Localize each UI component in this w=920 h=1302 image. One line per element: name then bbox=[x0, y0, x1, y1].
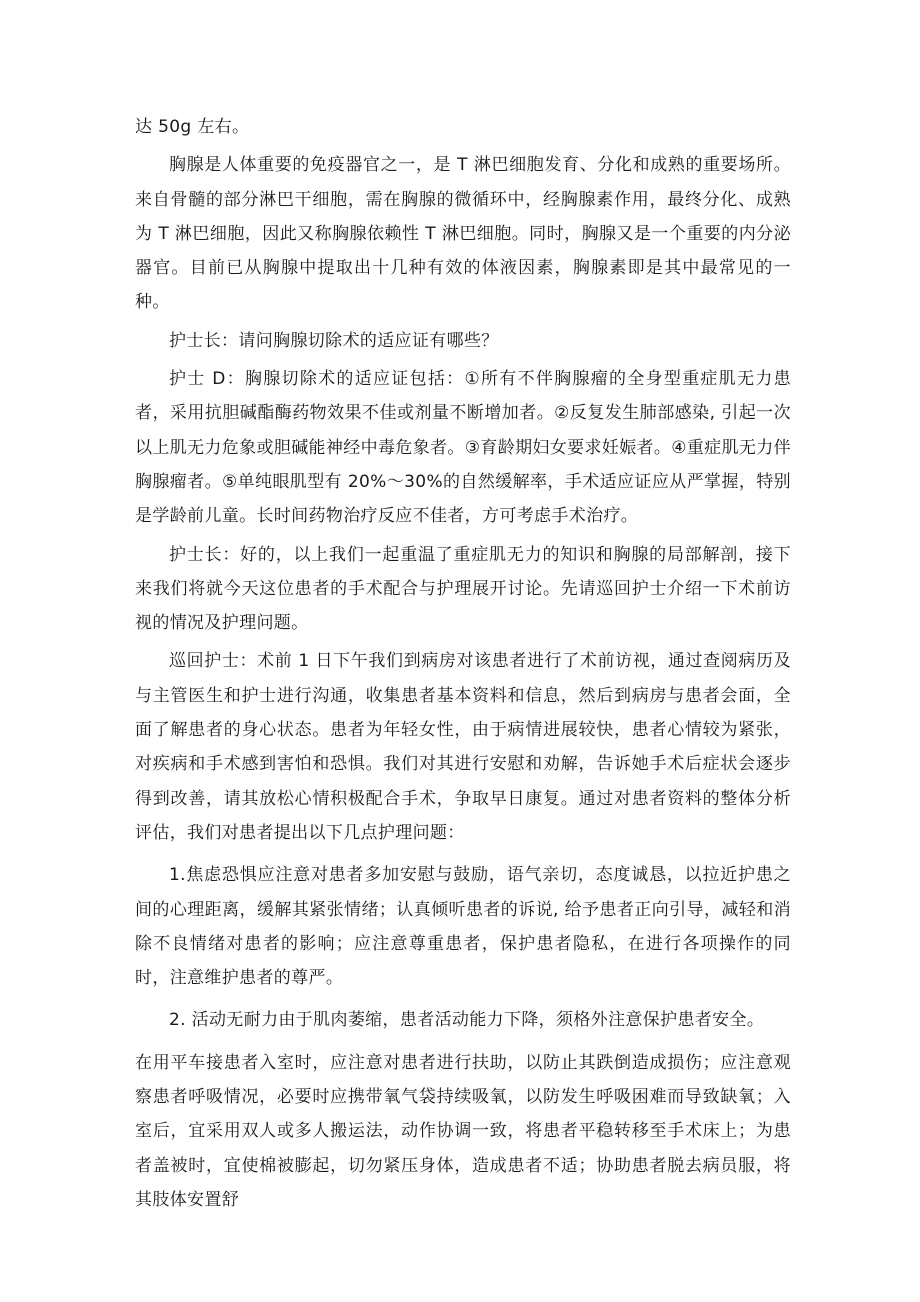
document-page bbox=[135, 110, 791, 1217]
paragraph-head-nurse-question: 护士长：请问胸腺切除术的适应证有哪些？ bbox=[169, 330, 499, 351]
paragraph-nursing-problem-2: 2. 活动无耐力由于肌肉萎缩，患者活动能力下降，须格外注意保护患者安全。 bbox=[169, 1010, 765, 1031]
paragraph-thymus-intro: 胸腺是人体重要的免疫器官之一，是 T 淋巴细胞发育、分化和成熟的重要场所。来自骨髓的部分淋巴干细胞，需在胸腺的微循环中，经胸腺素作用，最终分化、成熟为 T 淋巴细胞，因此又称胸腺依赖性 T 淋巴细胞。同时，胸腺又是一个重要的内分泌器官。目前已从胸腺中提取出十几种有效的体液因素，胸腺素即是其中最常见的一种。 bbox=[135, 155, 791, 313]
paragraph-nursing-problem-1: 1.焦虑恐惧应注意对患者多加安慰与鼓励，语气亲切，态度诚恳，以拉近护患之间的心理距离，缓解其紧张情绪；认真倾听患者的诉说, 给予患者正向引导，减轻和消除不良情绪对患者的影响；应注意尊重患者，保护患者隐私，在进行各项操作的同时，注意维护患者的尊严。 bbox=[135, 865, 791, 989]
paragraph-weight: 达 50g 左右。 bbox=[135, 117, 250, 137]
paragraph-head-nurse-transition: 护士长：好的，以上我们一起重温了重症肌无力的知识和胸腺的局部解剖，接下来我们将就今天这位患者的手术配合与护理展开讨论。先请巡回护士介绍一下术前访视的情况及护理问题。 bbox=[135, 544, 791, 634]
paragraph-nurse-d-answer: 护士 D：胸腺切除术的适应证包括：①所有不伴胸腺瘤的全身型重症肌无力患者，采用抗胆碱酯酶药物效果不佳或剂量不断增加者。②反复发生肺部感染, 引起一次以上肌无力危象或胆碱能神经中毒危象者。③育龄期妇女要求妊娠者。④重症肌无力伴胸腺瘤者。⑤单纯眼肌型有 20%～30%的自然缓解率，手术适应证应从严掌握，特别是学龄前儿童。长时间药物治疗反应不佳者，方可考虑手术治疗。 bbox=[135, 369, 791, 527]
paragraph-circulating-nurse: 巡回护士：术前 1 日下午我们到病房对该患者进行了术前访视，通过查阅病历及与主管医生和护士进行沟通，收集患者基本资料和信息，然后到病房与患者会面，全面了解患者的身心状态。患者为年轻女性，由于病情进展较快，患者心情较为紧张，对疾病和手术感到害怕和恐惧。我们对其进行安慰和劝解，告诉她手术后症状会逐步得到改善，请其放松心情积极配合手术，争取早日康复。通过对患者资料的整体分析评估，我们对患者提出以下几点护理问题： bbox=[135, 651, 791, 843]
paragraph-nursing-problem-2-continued: 在用平车接患者入室时，应注意对患者进行扶助，以防止其跌倒造成损伤；应注意观察患者呼吸情况，必要时应携带氧气袋持续吸氧，以防发生呼吸困难而导致缺氧；入室后，宜采用双人或多人搬运法，动作协调一致，将患者平稳转移至手术床上；为患者盖被时，宜使棉被膨起，切勿紧压身体，造成患者不适；协助患者脱去病员服，将其肢体安置舒 bbox=[135, 1052, 791, 1210]
